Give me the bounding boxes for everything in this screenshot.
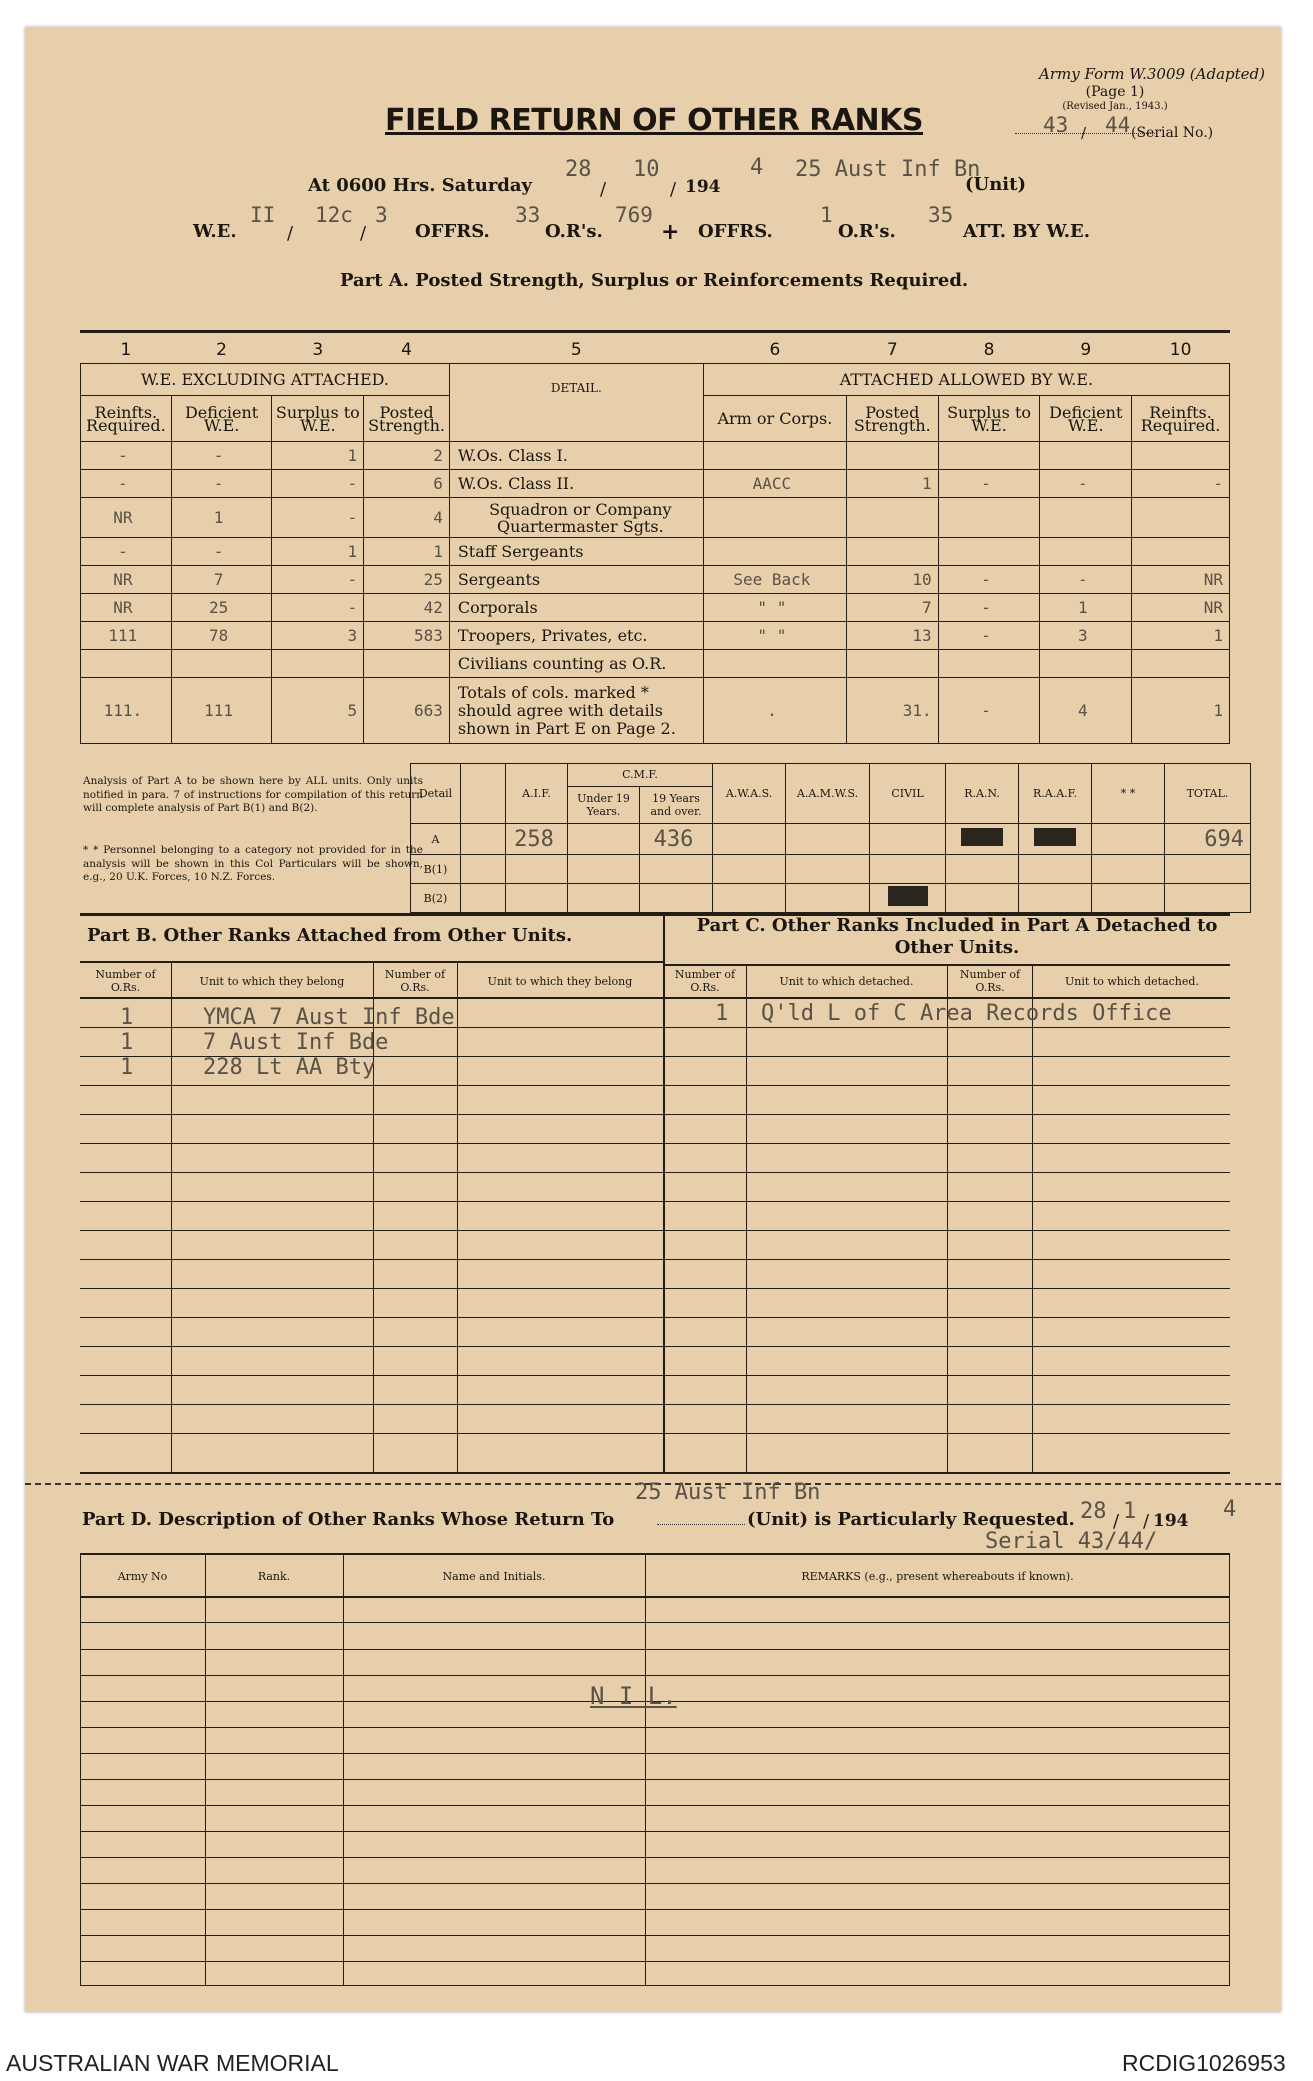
part-d-rank-header: Rank.	[257, 1570, 291, 1583]
col-num: 3	[312, 340, 324, 360]
total-header: TOTAL.	[1165, 764, 1251, 824]
part-c-unit-header-2: Unit to which detached.	[1065, 975, 1199, 988]
part-d-army-header: Army No	[117, 1570, 168, 1583]
part-b-num-header: Number of O.Rs.	[95, 968, 156, 994]
part-b-num-header-2: Number of O.Rs.	[384, 968, 446, 994]
year-suffix: 4	[750, 155, 764, 180]
offrs-label: OFFRS.	[415, 221, 490, 242]
col-num: 1	[120, 340, 132, 360]
we-c: 3	[375, 203, 388, 227]
part-d-serial: Serial 43/44/	[985, 1529, 1158, 1554]
part-b-entry-unit: 228 Lt AA Bty	[203, 1055, 376, 1080]
part-d-unit-typed: 25 Aust Inf Bn	[635, 1480, 821, 1505]
ran-header: R.A.N.	[946, 764, 1019, 824]
year-prefix: 194	[685, 177, 721, 197]
part-d-year-prefix: 194	[1153, 1511, 1189, 1531]
part-c-entry-num: 1	[715, 1001, 729, 1026]
part-d-nil: N I L.	[590, 1682, 677, 1710]
col-num: 2	[216, 340, 227, 360]
table-row: NR 1 - 4 Squadron or Company Quartermaster Sgts.	[81, 498, 1230, 538]
part-b-entry-unit: YMCA 7 Aust Inf Bde	[203, 1005, 455, 1030]
analysis-row-a: A 258 436 694	[411, 824, 1251, 855]
part-b-unit-header: Unit to which they belong	[199, 975, 345, 988]
ors2-label: O.R's.	[838, 221, 896, 242]
part-b-entry-unit: 7 Aust Inf Bde	[203, 1030, 389, 1055]
form-revised: (Revised Jan., 1943.)	[1062, 101, 1168, 112]
att-label: ATT. BY W.E.	[963, 221, 1091, 242]
cmf-header: C.M.F.	[568, 764, 713, 787]
awas-header: A.W.A.S.	[713, 764, 786, 824]
header-day: 28	[565, 157, 592, 182]
serial-a: 43	[1043, 113, 1069, 137]
group-detail: DETAIL.	[449, 364, 703, 442]
part-d-remarks-header: REMARKS (e.g., present whereabouts if known).	[801, 1570, 1074, 1583]
part-c-num-header-2: Number of O.Rs.	[959, 968, 1021, 994]
civil-header: CIVIL	[870, 764, 946, 824]
form-page: (Page 1)	[1085, 84, 1145, 100]
sub-header: Deficient W.E.	[1040, 396, 1132, 442]
unit-label: (Unit)	[965, 174, 1026, 195]
serial-b: 44	[1105, 113, 1131, 137]
sub-header: Reinfts. Required.	[1132, 396, 1230, 442]
part-c-num-header: Number of O.Rs.	[674, 968, 736, 994]
part-d-day: 28	[1080, 1499, 1107, 1524]
ors-label: O.R's.	[545, 221, 603, 242]
part-a-table	[80, 337, 1230, 744]
sub-header: Surplus to W.E.	[272, 396, 364, 442]
analysis-note-2: * * Personnel belonging to a category not provided for in the analysis will be shown in this Col Particulars will be shown, e.g., 20 U.K. Forces, 10 N.Z. Forces.	[83, 844, 423, 883]
other-header: * *	[1092, 764, 1165, 824]
sub-header: Arm or Corps.	[703, 396, 846, 442]
offrs2-label: OFFRS.	[698, 221, 773, 242]
detail-label: Detail	[411, 764, 461, 824]
form-id: Army Form W.3009 (Adapted)	[1039, 65, 1265, 83]
col-num: 9	[1080, 340, 1092, 360]
part-d-month: 1	[1123, 1499, 1137, 1524]
part-c-title: Part C. Other Ranks Included in Part A Detached to Other Units.	[696, 915, 1218, 958]
part-b-entry-num: 1	[120, 1005, 134, 1030]
redaction-mark	[888, 886, 928, 906]
part-b-unit-header-2: Unit to which they belong	[487, 975, 633, 988]
part-d-name-header: Name and Initials.	[442, 1570, 546, 1583]
offrs2-value: 1	[820, 203, 833, 227]
table-row: NR 25 - 42 Corporals " " 7 - 1 NR	[81, 594, 1230, 622]
sub-header: Surplus to W.E.	[938, 396, 1040, 442]
offrs-value: 33	[515, 203, 541, 227]
ors-value: 769	[615, 203, 653, 227]
unit-value: 25 Aust Inf Bn	[795, 157, 981, 182]
form-sheet: Army Form W.3009 (Adapted) (Page 1) (Revised Jan., 1943.) 43 44 / (Serial No.) FIELD RETURN OF OTHER RANKS At 0600 Hrs. Saturday 28 / 10 / 194 4 25 Aust Inf Bn (Unit) W.E. II / 12c / 3 OFFRS. 33 O.R's. 769 + OFFRS. 1 O.R's. 35 ATT. BY W.E. Part A. Posted Strength, Surplus or Reinforcements Required. 1 2 3 4 5 6 7 8 9 10 W.E. EXCLUDING ATTACHED. DETAIL. ATTACHED ALLOWED BY W.E. Reinfts. Required. Deficient W.E. Surplus to W.E. Posted Strength. Arm or Corps. Posted Strength. Surplus to W.E. Deficient W.E. Reinfts. Required. - - 1 2 W.Os. Class I. - - - 6 W.Os. Class II. AACC 1 - - - NR 1 - 4 Squadron or Company Quartermaster Sgts. - - 1 1 Staff Sergeants NR 7 - 25 Sergeants See Back 10 - - NR NR 25 - 42 Corporals " " 7 - 1 NR 111 78 3 583 Troopers, Privates, etc. " " 13 - 3 1 Civilians counting as O.R. 111. 111 5 663 Totals of cols. marked * should agree with details shown in Part E on Page 2. . 31. - 4 1 Analysis of Part A to be shown here by ALL units. Only units notified in para. 7 of instructions for compilation of this return will complete analysis of Part B(1) and B(2). * * Personnel belonging to a category not provided for in the analysis will be shown in this Col Particulars will be shown, e.g., 20 U.K. Forces, 10 N.Z. Forces. Detail A.I.F. C.M.F. A.W.A.S. A.A.M.W.S. CIVIL R.A.N. R.A.A.F. * * TOTAL. Under 19 Years. 19 Years and over. A 258 436 694 B(1) B(2) Part B. Other Ranks Attached from Other Units. Part C. Other Ranks Included in Part A Detached to Other Units. Number of O.Rs. Unit to which they belong Number of O.Rs. Unit to which they belong Number of O.Rs. Unit to which detached. Number of O.Rs. Unit to which detached. 1 YMCA 7 Aust Inf Bde 1 7 Aust Inf Bde 1 228 Lt AA Bty 1 Q'ld L of C Area Records Office 25 Aust Inf Bn Part D. Description of Other Ranks Whose Return To (Unit) is Particularly Requested. 28 / 1 / 194 4 Serial 43/44/ Army No Rank. Name and Initials. REMARKS (e.g., present whereabouts if known). N I L.	[25, 27, 1281, 2012]
part-c-unit-header: Unit to which detached.	[779, 975, 914, 988]
redaction-mark	[1034, 828, 1076, 846]
group-attached: ATTACHED ALLOWED BY W.E.	[703, 364, 1229, 396]
part-d-ruling	[80, 1596, 1230, 1986]
aamws-header: A.A.M.W.S.	[786, 764, 870, 824]
part-d-year-suffix: 4	[1223, 1497, 1237, 1522]
table-row: 111 78 3 583 Troopers, Privates, etc. " " 13 - 3 1	[81, 622, 1230, 650]
ors2-value: 35	[928, 203, 954, 227]
group-we-excluding: W.E. EXCLUDING ATTACHED.	[81, 364, 450, 396]
table-row: - - - 6 W.Os. Class II. AACC 1 - - -	[81, 470, 1230, 498]
table-row: - - 1 2 W.Os. Class I.	[81, 442, 1230, 470]
col-num: 4	[401, 340, 412, 360]
col-num: 6	[769, 340, 781, 360]
part-d-title-b: (Unit) is Particularly Requested.	[747, 1509, 1075, 1530]
sub-header: Deficient W.E.	[171, 396, 272, 442]
table-row: Civilians counting as O.R.	[81, 650, 1230, 678]
analysis-note-1: Analysis of Part A to be shown here by ALL units. Only units notified in para. 7 of instructions for compilation of this return will complete analysis of Part B(1) and B(2).	[83, 775, 423, 814]
at-label: At 0600 Hrs. Saturday	[308, 175, 533, 196]
form-title: FIELD RETURN OF OTHER RANKS	[385, 103, 924, 138]
part-b-entry-num: 1	[120, 1055, 134, 1080]
we-label: W.E.	[193, 221, 237, 242]
part-d-title-a: Part D. Description of Other Ranks Whose Return To	[82, 1509, 615, 1530]
under19-header: Under 19 Years.	[568, 786, 640, 823]
aif-header: A.I.F.	[506, 764, 568, 824]
col-num: 5	[570, 340, 582, 360]
part-b-title: Part B. Other Ranks Attached from Other Units.	[87, 925, 573, 946]
plus-sign: +	[661, 219, 680, 245]
sub-header: Reinfts. Required.	[81, 396, 172, 442]
table-row: NR 7 - 25 Sergeants See Back 10 - - NR	[81, 566, 1230, 594]
col-num: 10	[1169, 340, 1192, 360]
part-b-entry-num: 1	[120, 1030, 134, 1055]
sub-header: Posted Strength.	[364, 396, 450, 442]
redaction-mark	[961, 828, 1003, 846]
we-b: 12c	[315, 203, 353, 227]
totals-row: 111. 111 5 663 Totals of cols. marked * should agree with details shown in Part E on Page 2. . 31. - 4 1	[81, 678, 1230, 744]
we-a: II	[250, 203, 276, 227]
analysis-table: Detail A.I.F. C.M.F. A.W.A.S. A.A.M.W.S. CIVIL R.A.N. R.A.A.F. * * TOTAL. Under 19 Years. 19 Years and over. A 258 436 694 B(1) B(2)	[410, 763, 1251, 913]
col-num: 7	[886, 340, 898, 360]
footer-left: AUSTRALIAN WAR MEMORIAL	[6, 2050, 339, 2076]
serial-label: (Serial No.)	[1131, 125, 1214, 141]
table-row: - - 1 1 Staff Sergeants	[81, 538, 1230, 566]
part-a-title: Part A. Posted Strength, Surplus or Reinforcements Required.	[340, 270, 969, 291]
part-c-entry-unit: Q'ld L of C Area Records Office	[761, 1001, 1172, 1026]
sub-header: Posted Strength.	[846, 396, 938, 442]
header-month: 10	[633, 157, 660, 182]
over19-header: 19 Years and over.	[640, 786, 713, 823]
footer-right: RCDIG1026953	[1122, 2050, 1286, 2076]
raaf-header: R.A.A.F.	[1019, 764, 1092, 824]
col-num: 8	[983, 340, 995, 360]
